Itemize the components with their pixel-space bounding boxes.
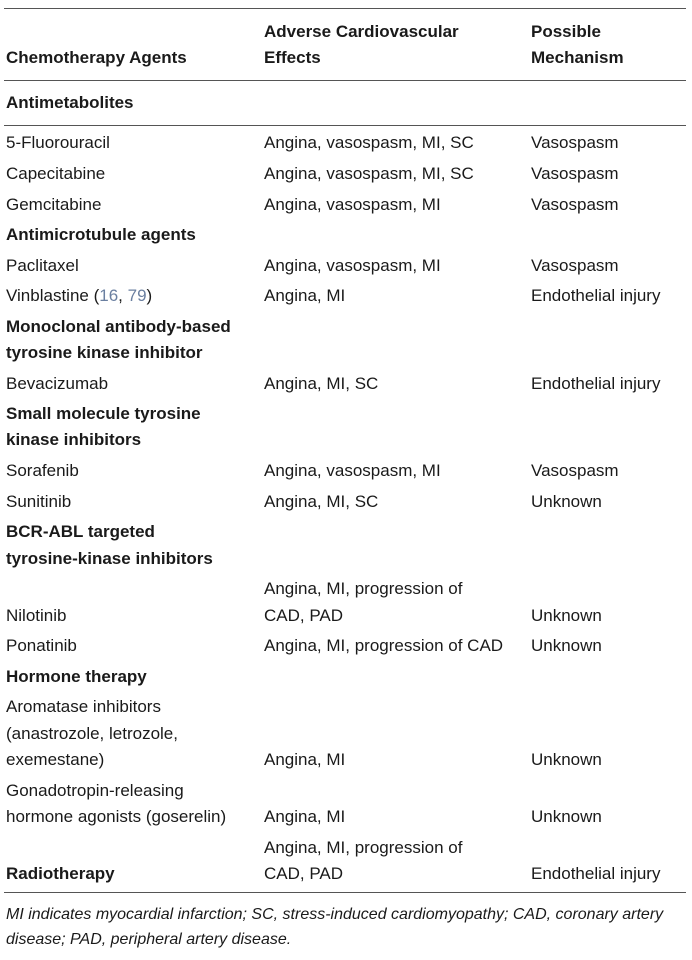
agent-cell-cont: (anastrozole, letrozole,	[6, 724, 178, 743]
agent-cell: Sunitinib	[6, 492, 72, 511]
agent-cell: Aromatase inhibitors	[6, 697, 161, 716]
mechanism-cell: Unknown	[531, 807, 602, 826]
effects-cell: Angina, MI	[264, 807, 346, 826]
reference-link[interactable]: 16	[99, 286, 119, 305]
mechanism-cell: Vasospasm	[531, 461, 619, 480]
table-footnote: MI indicates myocardial infarction; SC, stress-induced cardiomyopathy; CAD, coronary artery disease; PAD, peripheral artery disease.	[6, 906, 664, 948]
mechanism-cell: Unknown	[531, 492, 602, 511]
effects-cell: Angina, MI, SC	[264, 492, 379, 511]
mechanism-cell: Endothelial injury	[531, 374, 661, 393]
reference-close: )	[146, 286, 153, 305]
group-small-molecule-cont: kinase inhibitors	[6, 430, 142, 449]
effects-cell: Angina, vasospasm, MI, SC	[264, 133, 474, 152]
top-rule	[4, 8, 686, 9]
effects-cell: Angina, MI, SC	[264, 374, 379, 393]
group-monoclonal-cont: tyrosine kinase inhibitor	[6, 343, 203, 362]
effects-cell: Angina, MI, progression of	[264, 579, 463, 598]
header-effects: Adverse Cardiovascular	[264, 22, 459, 41]
agent-text: Vinblastine (	[6, 286, 100, 305]
effects-cell-cont: CAD, PAD	[264, 606, 344, 625]
mechanism-cell: Endothelial injury	[531, 864, 661, 883]
effects-cell: Angina, vasospasm, MI	[264, 256, 441, 275]
effects-cell: Angina, MI	[264, 286, 346, 305]
group-bcr-abl-cont: tyrosine-kinase inhibitors	[6, 549, 213, 568]
group-monoclonal: Monoclonal antibody-based	[6, 317, 231, 336]
agent-cell: Bevacizumab	[6, 374, 109, 393]
group-small-molecule: Small molecule tyrosine	[6, 404, 201, 423]
mechanism-cell: Vasospasm	[531, 164, 619, 183]
effects-cell: Angina, vasospasm, MI	[264, 461, 441, 480]
effects-cell: Angina, vasospasm, MI, SC	[264, 164, 474, 183]
header-mechanism-cont: Mechanism	[531, 48, 624, 67]
agent-cell: Capecitabine	[6, 164, 106, 183]
header-rule	[4, 80, 686, 81]
agent-cell-cont: exemestane)	[6, 750, 105, 769]
group-rule	[4, 125, 686, 126]
agent-cell: Nilotinib	[6, 606, 67, 625]
mechanism-cell: Unknown	[531, 750, 602, 769]
reference-separator: ,	[118, 286, 128, 305]
bottom-rule	[4, 892, 686, 893]
mechanism-cell: Vasospasm	[531, 133, 619, 152]
mechanism-cell: Unknown	[531, 636, 602, 655]
reference-link[interactable]: 79	[127, 286, 147, 305]
agent-cell: Sorafenib	[6, 461, 79, 480]
group-antimicrotubule: Antimicrotubule agents	[6, 225, 196, 244]
mechanism-cell: Endothelial injury	[531, 286, 661, 305]
effects-cell: Angina, MI	[264, 750, 346, 769]
effects-cell: Angina, vasospasm, MI	[264, 195, 441, 214]
agent-cell: 5-Fluorouracil	[6, 133, 110, 152]
group-hormone: Hormone therapy	[6, 667, 147, 686]
agent-cell: Gemcitabine	[6, 195, 102, 214]
effects-cell: Angina, MI, progression of	[264, 838, 463, 857]
agent-cell: Gonadotropin-releasing	[6, 781, 184, 800]
agent-cell: Ponatinib	[6, 636, 77, 655]
agent-cell-cont: hormone agonists (goserelin)	[6, 807, 227, 826]
effects-cell: Angina, MI, progression of CAD	[264, 636, 504, 655]
group-antimetabolites: Antimetabolites	[6, 93, 134, 112]
agent-cell	[6, 283, 152, 309]
header-effects-cont: Effects	[264, 48, 321, 67]
mechanism-cell: Vasospasm	[531, 195, 619, 214]
agent-cell: Paclitaxel	[6, 256, 79, 275]
header-agents: Chemotherapy Agents	[6, 48, 187, 67]
group-radiotherapy: Radiotherapy	[6, 864, 115, 883]
effects-cell-cont: CAD, PAD	[264, 864, 344, 883]
group-bcr-abl: BCR-ABL targeted	[6, 522, 155, 541]
mechanism-cell: Unknown	[531, 606, 602, 625]
header-mechanism: Possible	[531, 22, 601, 41]
mechanism-cell: Vasospasm	[531, 256, 619, 275]
